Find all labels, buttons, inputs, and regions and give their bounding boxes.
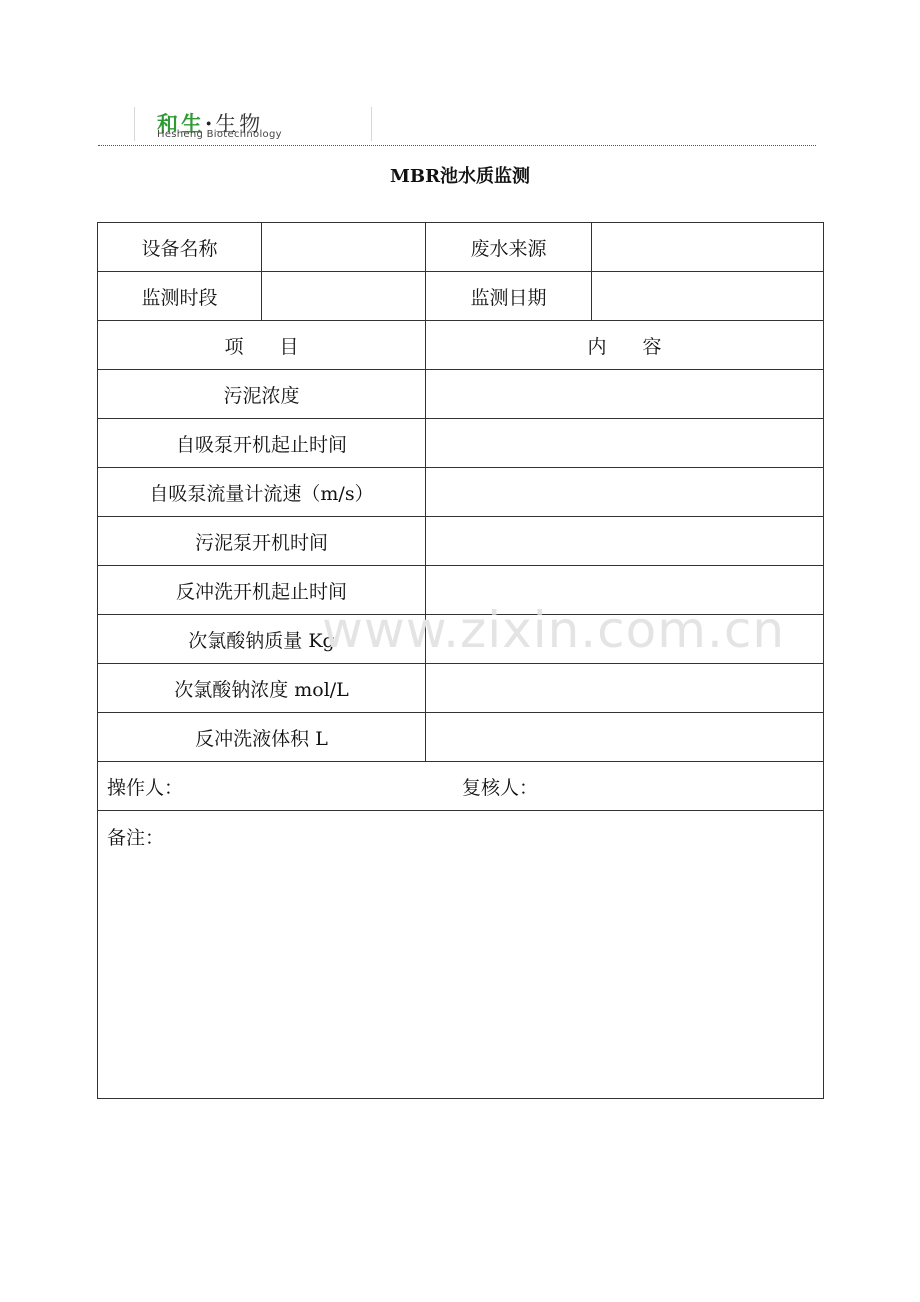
column-header-item-part2: 目 (279, 335, 299, 358)
item-label: 反冲洗开机起止时间 (98, 566, 426, 615)
signature-row (98, 762, 824, 811)
item-content-field[interactable] (426, 468, 824, 517)
item-label: 反冲洗液体积 L (98, 713, 426, 762)
logo-cn-separator: · (205, 111, 216, 136)
column-header-content (426, 321, 824, 370)
item-label: 次氯酸钠质量 Kg (98, 615, 426, 664)
reviewer-label: 复核人： (462, 776, 539, 799)
item-label: 次氯酸钠浓度 mol/L (98, 664, 426, 713)
monitoring-form-table (97, 222, 824, 1099)
item-content-field[interactable] (426, 615, 824, 664)
table-header-row (98, 321, 824, 370)
wastewater-source-field[interactable] (592, 223, 824, 272)
logo-cn-rest: 生物 (215, 112, 264, 136)
item-content-field[interactable] (426, 664, 824, 713)
monitor-date-field[interactable] (592, 272, 824, 321)
table-row (98, 419, 824, 468)
logo-english-name: Hesheng Biotechnology (157, 129, 282, 140)
table-row (98, 370, 824, 419)
remarks-label: 备注： (107, 827, 165, 849)
company-logo (134, 107, 372, 141)
monitor-period-field[interactable] (262, 272, 426, 321)
item-content-field[interactable] (426, 566, 824, 615)
logo-cn-main: 和生 (157, 111, 205, 136)
table-row (98, 272, 824, 321)
table-row (98, 664, 824, 713)
item-label: 污泥泵开机时间 (98, 517, 426, 566)
item-label: 自吸泵流量计流速（m/s） (98, 468, 426, 517)
table-row (98, 223, 824, 272)
column-header-content-part2: 容 (642, 335, 662, 358)
item-content-field[interactable] (426, 713, 824, 762)
page-header (98, 103, 816, 146)
table-row (98, 517, 824, 566)
item-content-field[interactable] (426, 419, 824, 468)
item-content-field[interactable] (426, 517, 824, 566)
item-label: 自吸泵开机起止时间 (98, 419, 426, 468)
column-header-item (98, 321, 426, 370)
device-name-field[interactable] (262, 223, 426, 272)
table-row (98, 566, 824, 615)
operator-label: 操作人： (107, 776, 184, 799)
table-row (98, 468, 824, 517)
monitor-date-label: 监测日期 (426, 272, 592, 321)
remarks-row (98, 811, 824, 1099)
remarks-cell[interactable] (98, 811, 824, 1099)
item-content-field[interactable] (426, 370, 824, 419)
page-title: MBR池水质监测 (389, 166, 531, 187)
monitor-period-label: 监测时段 (98, 272, 262, 321)
table-row (98, 713, 824, 762)
item-label: 污泥浓度 (98, 370, 426, 419)
table-row (98, 615, 824, 664)
device-name-label: 设备名称 (98, 223, 262, 272)
watermark-text: www.zixin.com.cn (322, 601, 786, 659)
column-header-item-part1: 项 (224, 335, 244, 358)
wastewater-source-label: 废水来源 (426, 223, 592, 272)
column-header-content-part1: 内 (587, 335, 607, 358)
signature-cell (98, 762, 824, 811)
